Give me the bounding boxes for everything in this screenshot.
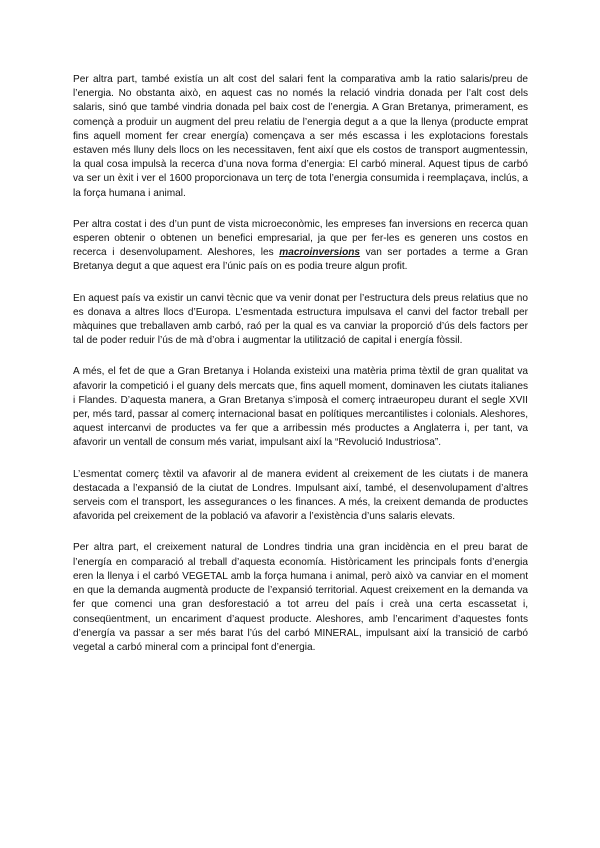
macroinversions-link[interactable]: macroinversions — [279, 247, 361, 259]
paragraph-2-text-after: van ser portades a terme a Gran Bretanya degut a que aquest era l’únic país on es podia treure algun profit. — [73, 247, 528, 273]
paragraph-6: Per altra part, el creixement natural de Londres tindria una gran incidència en el preu barat de l’energía en comparació al treball d’aquesta economía. Històricament les principals fonts d’energia eren la llenya i el carbó VEGETAL amb la força humana i animal, però això va canviar en el moment en que la demanda augmentà producte de l’expansió territorial. Aquest creixement en la demanda va fer que comenci una gran desforestació a tot arreu del país i creà una certa escassetat i, conseqüentment, un encariment d’aquest producte. Aleshores, amb l’encariment d’aquestes fonts d’energía va passar a ser més barat l’ús del carbó MINERAL, impulsant així la transició de carbó vegetal a carbó mineral com a principal font d’energia. — [73, 542, 528, 653]
paragraph-4: A més, el fet de que a Gran Bretanya i Holanda existeixi una matèria prima tèxtil de gran qualitat va afavorir la competició i el guany dels mercats que, fins aquell moment, dominaven les ciutats italianes i Flandes. D’aquesta manera, a Gran Bretanya s’imposà el comerç intraeuropeu durant el segle XVII per, més tard, passar al comerç internacional basat en polítiques mercantilistes i colonials. Aleshores, aquest intercanvi de productes va fer que a arribessin més productes a Anglaterra i, per tant, va afavorir un ventall de consum més variat, impulsant així la “Revolució Industriosa”. — [73, 366, 528, 449]
paragraph-5: L’esmentat comerç tèxtil va afavorir al de manera evident al creixement de les ciutats i de manera destacada a l’expansió de la ciutat de Londres. Impulsant així, també, el desenvolupament d’altres serveis com el transport, les assegurances o les finances. A més, la creixent demanda de productes afavorida pel creixement de la població va afavorir a l’existència d’uns salaris elevats. — [73, 468, 528, 523]
paragraph-1: Per altra part, també existía un alt cost del salari fent la comparativa amb la ratio salaris/preu de l’energia. No obstanta això, en aquest cas no només la relació vindria donada per l’alt cost dels salaris, sinó que també vindria donada pel baix cost de l’energia. A Gran Bretanya, primerament, es començà a produir un augment del preu relatiu de l’energia degut a a que la llenya (producte emprat fins aquell moment fer crear energía) començava a ser més escassa i les explotacions forestals estaven més lluny dels llocs on les necessitaven, fent així que els costos de transport augmentessin, la qual cosa impulsà la recerca d’una nova forma d’energia: El carbó mineral. Aquest tipus de carbó va ser un èxit i ver el 1600 proporcionava un terç de tota l’energia consumida i reemplaçava, inclús, a la força humana i animal. — [73, 74, 528, 199]
paragraph-3: En aquest país va existir un canvi tècnic que va venir donat per l’estructura dels preus relatius que no es donava a altres llocs d’Europa. L’esmentada estructura impulsava el canvi del factor treball per màquines que treballaven amb carbó, raó per la qual es va canviar la proporció d’ús dels factors per tal de poder reduir l’ús de mà d’obra i augmentar la utilització de capital i energía fòssil. — [73, 292, 528, 347]
document-page — [73, 73, 528, 672]
paragraph-2-text-before: Per altra costat i des d’un punt de vista microeconòmic, les empreses fan inversions en recerca quan esperen obtenir o obtenen un benefici empresarial, ja que per fer-les es generen uns costos en recerca i desenvolupament. Aleshores, les — [73, 218, 528, 259]
paragraph-2 — [73, 218, 528, 275]
